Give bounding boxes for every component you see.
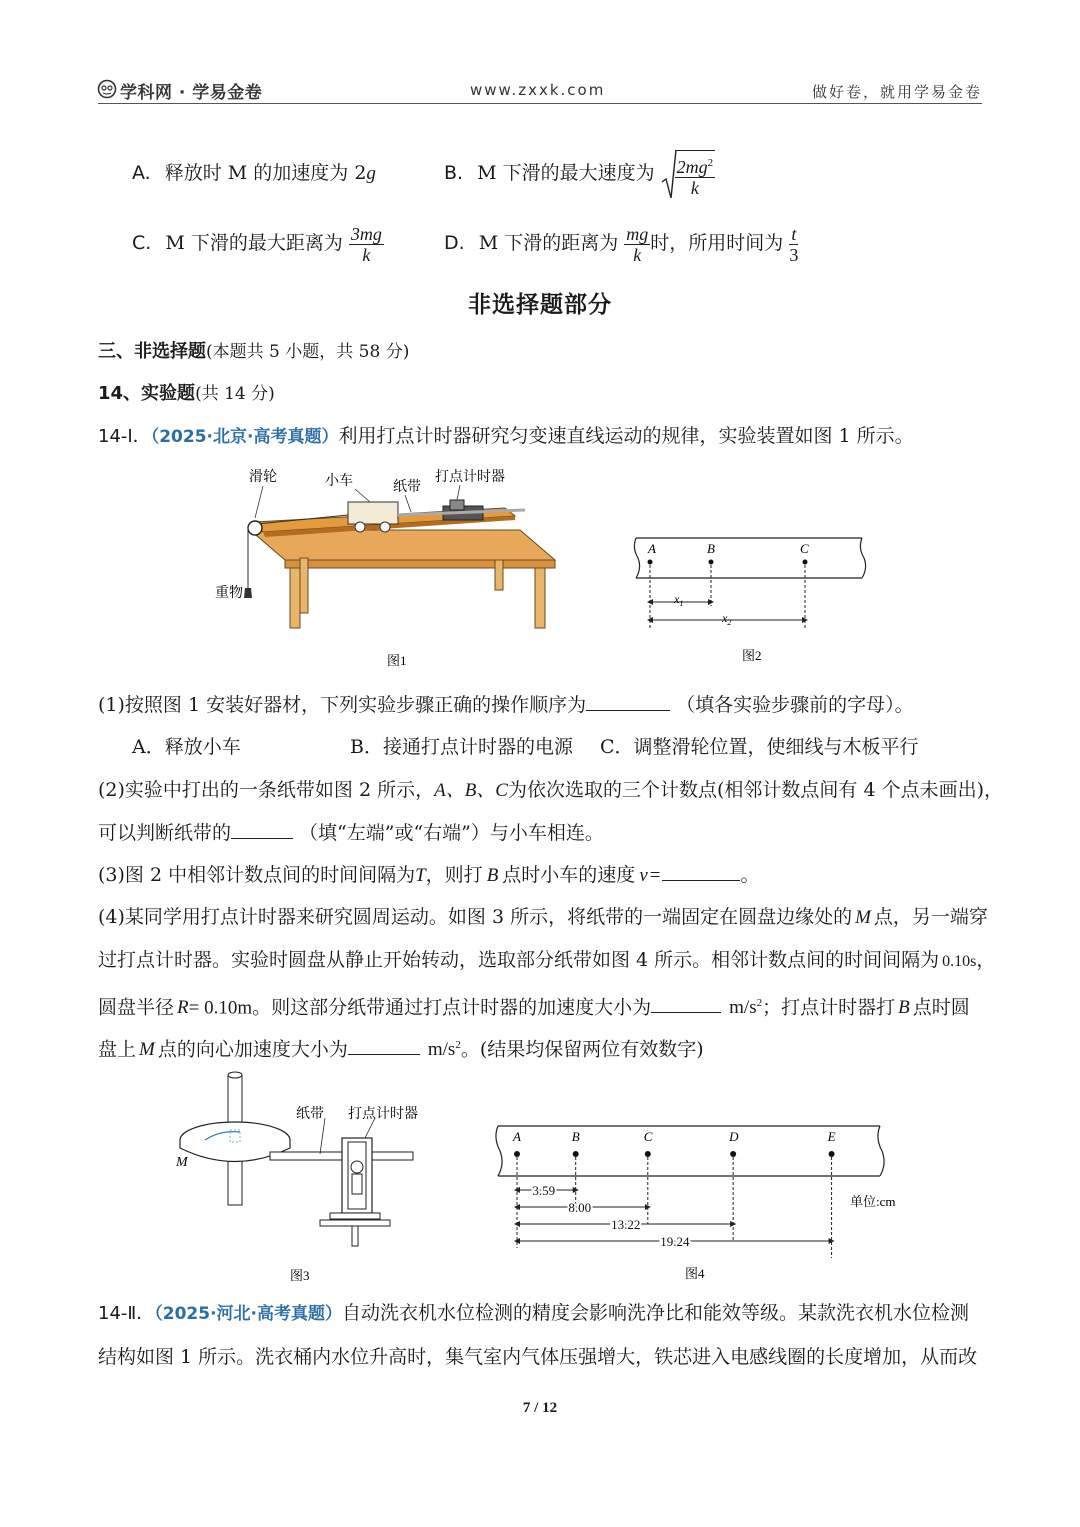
q14-2-line1 — [98, 1301, 969, 1326]
point-c: C — [800, 541, 809, 556]
option-d-num1: mg — [626, 223, 649, 244]
option-d-den2: 3 — [789, 244, 799, 265]
sub3-T: T — [415, 865, 426, 886]
x2-label: $x_2$ — [722, 611, 732, 627]
label-m: M — [176, 1155, 188, 1170]
table-leg — [495, 560, 503, 590]
dimension-label: 8.00 — [568, 1200, 592, 1215]
option-a-var: g — [366, 163, 376, 184]
option-c-text: M 下滑的最大距离为 — [165, 232, 343, 254]
sub4-answer-blank-1[interactable] — [651, 994, 721, 1013]
tape-point — [645, 1151, 651, 1157]
figure-4 — [490, 1118, 896, 1288]
sub4-line3 — [98, 991, 970, 1020]
sub4-text5: 。则这部分纸带通过打点计时器的加速度大小为 — [252, 996, 652, 1019]
sub4-text6: ；打点计时器打 — [762, 996, 896, 1019]
option-b — [444, 148, 715, 208]
option-a-label: A. — [132, 162, 151, 184]
sub4-unit-sup-2: 2 — [455, 1039, 461, 1051]
sub2-text4: （填“左端”或“右端”）与小车相连。 — [299, 822, 604, 844]
option-c — [132, 218, 384, 268]
table-leg — [290, 568, 300, 628]
figure-4-dimensions — [517, 1183, 832, 1249]
q14-1-source: （2025·北京·高考真题） — [150, 427, 339, 447]
unit-label: 单位:cm — [850, 1194, 896, 1209]
tape-point — [514, 1151, 520, 1157]
cart — [348, 502, 398, 524]
sub4-text9: 点的向心加速度大小为 — [157, 1038, 348, 1061]
sub4-text10: 。(结果均保留两位有效数字) — [460, 1038, 704, 1061]
label-weight: 重物 — [215, 585, 243, 601]
figure-3-caption: 图3 — [290, 1268, 310, 1283]
dimension-label: 13.22 — [611, 1217, 641, 1232]
part3-title: 三、非选择题 — [98, 341, 206, 362]
sub3-answer-blank[interactable] — [662, 862, 740, 881]
sub2-text1: (2)实验中打出的一条纸带如图 2 所示， — [98, 779, 435, 801]
sub4-text1: (4)某同学用打点计时器来研究圆周运动。如图 3 所示，将纸带的一端固定在圆盘边缘处的 — [98, 906, 853, 928]
figure-3 — [170, 1070, 440, 1290]
sub1-opt-a: A．释放小车 — [132, 736, 241, 758]
sub2-points: A、B、C — [434, 780, 508, 801]
label-cart: 小车 — [325, 473, 353, 489]
option-d-text1: M 下滑的距离为 — [478, 232, 619, 254]
sub4-interval: 0.10s — [942, 953, 977, 970]
option-c-num: 3mg — [350, 223, 382, 244]
sub4-text4: 圆盘半径 — [98, 996, 175, 1019]
sub3-text2: ，则打 — [425, 864, 483, 886]
option-d-num2: t — [791, 223, 797, 244]
sub4-text3: 过打点计时器。实验时圆盘从静止开始转动，选取部分纸带如图 4 所示。相邻计数点间的时间间隔为 — [98, 949, 940, 971]
timer-top — [450, 500, 464, 510]
table-leg — [535, 568, 545, 628]
logo-icon — [97, 79, 117, 99]
label-tape: 纸带 — [393, 479, 421, 495]
sub4-M: M — [855, 907, 871, 928]
sub4-line1 — [98, 905, 988, 930]
figure-4-caption: 图4 — [685, 1266, 705, 1281]
option-b-fraction — [675, 150, 716, 198]
q14-heading — [98, 381, 275, 406]
option-c-label: C. — [132, 232, 152, 254]
sub1-text1: (1)按照图 1 安装好器材，下列实验步骤正确的操作顺序为 — [98, 694, 587, 716]
sub4-line4 — [98, 1033, 704, 1062]
sub4-unit-2: m/s — [427, 1039, 456, 1061]
option-d — [444, 218, 798, 268]
option-d-label: D. — [444, 232, 465, 254]
option-b-sup: 2 — [707, 157, 714, 169]
option-d-fraction1 — [624, 224, 650, 265]
tape-point — [829, 1151, 835, 1157]
sub4-B: B — [898, 997, 910, 1019]
label-timer-3: 打点计时器 — [348, 1106, 418, 1122]
sub3-v: v — [639, 865, 648, 886]
tape-point-label: C — [643, 1129, 653, 1144]
sub4-unit-1: m/s — [729, 997, 757, 1019]
x1-label: $x_1$ — [674, 592, 684, 608]
option-d-text2: 时，所用时间为 — [650, 232, 784, 254]
sub4-text2: 点，另一端穿 — [873, 906, 988, 928]
sub4-comma: ， — [976, 949, 996, 971]
weight — [244, 588, 252, 598]
tape-point-label: A — [513, 1129, 521, 1144]
sub1-opt-b: B．接通打点计时器的电源 — [350, 736, 573, 758]
sub3-text4: 。 — [740, 864, 760, 886]
q14-title: 14、实验题 — [98, 383, 196, 404]
tape-point — [730, 1151, 736, 1157]
part3-heading — [98, 339, 409, 364]
sub4-line2 — [98, 948, 995, 974]
option-d-fraction2 — [789, 224, 798, 265]
label-pulley: 滑轮 — [249, 469, 277, 485]
sub3-text3: 点时小车的速度 — [502, 864, 636, 886]
table-edge — [285, 560, 555, 568]
option-a-text: 释放时 M 的加速度为 2 — [164, 162, 367, 184]
label-tape-3: 纸带 — [296, 1106, 324, 1122]
tape-point-label: B — [571, 1129, 580, 1144]
sub4-radius: = 0.10m — [188, 997, 253, 1019]
option-b-den: k — [690, 178, 699, 198]
q14-1-label: 14-Ⅰ． — [98, 426, 151, 447]
option-a — [132, 161, 376, 186]
sub3-B: B — [486, 865, 499, 886]
sub4-text8: 盘上 — [98, 1038, 137, 1061]
point-b: B — [707, 541, 715, 556]
header-slogan: 做好卷，就用学易金卷 — [812, 83, 983, 101]
part3-note: (本题共 5 小题，共 58 分) — [206, 342, 410, 362]
q14-2-text1: 自动洗衣机水位检测的精度会影响洗净比和能效等级。某款洗衣机水位检测 — [342, 1302, 970, 1324]
q14-1-text: 利用打点计时器研究匀变速直线运动的规律，实验装置如图 1 所示。 — [338, 425, 914, 447]
q14-2-line2: 结构如图 1 所示。洗衣桶内水位升高时，集气室内气体压强增大，铁芯进入电感线圈的长度增加，从而改 — [98, 1346, 978, 1368]
sub4-R: R — [177, 997, 189, 1019]
q14-1-stem — [98, 424, 914, 449]
option-b-text: M 下滑的最大速度为 — [477, 162, 655, 184]
cart-wheel — [380, 522, 390, 532]
sub4-text7: 点时圆 — [912, 996, 970, 1019]
figure-1-caption: 图1 — [387, 653, 407, 668]
q14-note: (共 14 分) — [195, 384, 275, 404]
sub2-line2 — [98, 820, 604, 845]
option-b-num: 2mg — [676, 157, 708, 177]
tape-point-label: E — [827, 1129, 836, 1144]
header-rule — [98, 103, 982, 104]
sub3-line — [98, 862, 759, 888]
sub1-text2: （填各实验步骤前的字母）。 — [676, 694, 914, 716]
sub2-line1 — [98, 778, 1003, 803]
sub1-answer-blank[interactable] — [586, 692, 670, 711]
option-c-den: k — [362, 244, 371, 265]
sub1-question — [98, 692, 914, 717]
option-c-fraction — [349, 224, 384, 265]
sub1-opt-c: C．调整滑轮位置，使细线与木板平行 — [600, 736, 919, 758]
sub4-M2: M — [139, 1039, 155, 1061]
figure-2 — [630, 530, 870, 670]
cart-wheel — [355, 522, 365, 532]
dimension-label: 19.24 — [660, 1234, 690, 1249]
sub2-text3: 可以判断纸带的 — [98, 822, 232, 844]
page-number: 7 / 12 — [522, 1400, 558, 1416]
option-b-label: B. — [444, 162, 464, 184]
q14-2-source: （2025·河北·高考真题） — [154, 1304, 342, 1324]
sub3-eq: = — [649, 865, 661, 886]
sub4-unit-sup-1: 2 — [756, 997, 763, 1009]
option-d-den1: k — [633, 244, 642, 265]
point-a: A — [648, 541, 656, 556]
sub4-answer-blank-2[interactable] — [348, 1036, 420, 1055]
header-url: www.zxxk.com — [470, 81, 606, 99]
sub2-text2: 为依次选取的三个计数点(相邻计数点间有 4 个点未画出)， — [507, 779, 1003, 801]
sub2-answer-blank[interactable] — [231, 820, 293, 839]
table-leg — [300, 558, 308, 613]
tape-point — [573, 1151, 579, 1157]
dimension-label: 3.59 — [532, 1183, 556, 1198]
sub3-text1: (3)图 2 中相邻计数点间的时间间隔为 — [98, 864, 416, 886]
figure-1 — [205, 460, 575, 675]
tape-point-label: D — [729, 1129, 739, 1144]
header-brand: 学科网 · 学易金卷 — [120, 83, 263, 103]
figure-2-caption: 图2 — [742, 648, 762, 663]
label-timer: 打点计时器 — [435, 469, 505, 485]
q14-2-label: 14-Ⅱ． — [98, 1303, 155, 1324]
section-title: 非选择题部分 — [468, 292, 612, 318]
pulley — [248, 521, 262, 535]
